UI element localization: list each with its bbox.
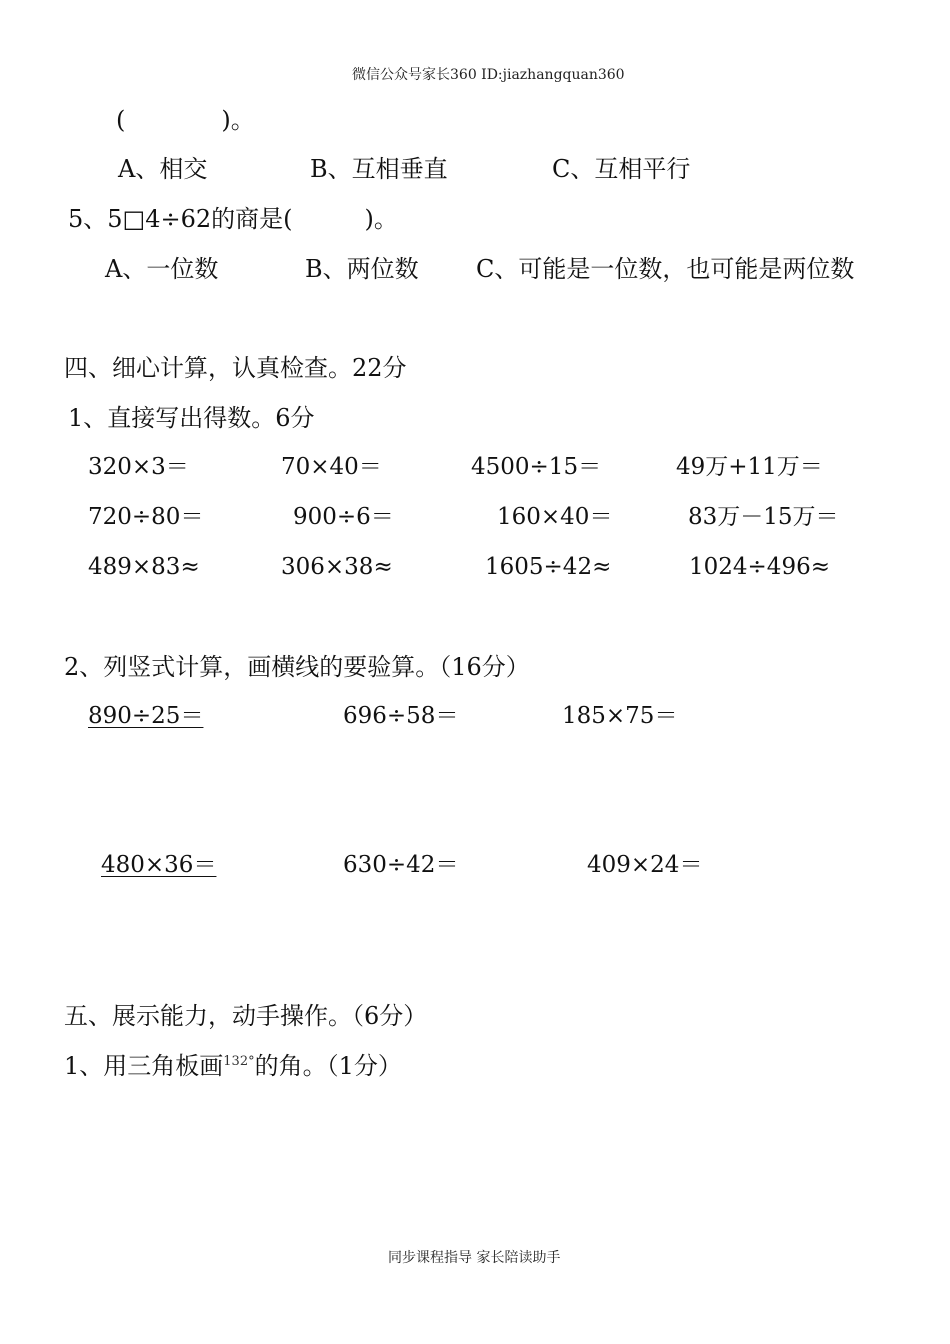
vertical-calc-item: 630÷42＝ (343, 852, 459, 878)
section4-part1-title: 1、直接写出得数。6分 (68, 404, 315, 432)
section5-q1-before: 1、用三角板画 (64, 1052, 224, 1080)
q5-option-c: C、可能是一位数，也可能是两位数 (476, 255, 855, 283)
vertical-calc-item: 185×75＝ (562, 703, 678, 729)
q5-stem: 5、5□4÷62的商是( )。 (68, 205, 398, 233)
mental-math-item: 49万+11万＝ (676, 454, 823, 480)
mental-math-item: 306×38≈ (281, 554, 393, 580)
vertical-calc-item-underlined: 480×36＝ (101, 852, 217, 878)
mental-math-item: 1024÷496≈ (689, 554, 830, 580)
vertical-calc-item: 696÷58＝ (343, 703, 459, 729)
q4-option-a: A、相交 (118, 155, 208, 183)
section5-q1-after: 的角。（1分） (254, 1052, 402, 1080)
section5-q1 (64, 1054, 402, 1078)
mental-math-item: 70×40＝ (281, 454, 382, 480)
mental-math-item: 160×40＝ (497, 504, 613, 530)
q4-option-b: B、互相垂直 (310, 155, 448, 183)
page-footer: 同步课程指导 家长陪读助手 (388, 1250, 561, 1266)
mental-math-item: 900÷6＝ (293, 504, 394, 530)
mental-math-item: 489×83≈ (88, 554, 200, 580)
page-header: 微信公众号家长360 ID:jiazhangquan360 (352, 67, 625, 83)
mental-math-item: 4500÷15＝ (471, 454, 602, 480)
q5-option-a: A、一位数 (105, 255, 219, 283)
mental-math-item: 83万－15万＝ (688, 504, 839, 530)
mental-math-item: 1605÷42≈ (485, 554, 612, 580)
angle-value: 132° (223, 1054, 255, 1069)
mental-math-item: 720÷80＝ (88, 504, 204, 530)
q5-option-b: B、两位数 (305, 255, 419, 283)
q4-option-c: C、互相平行 (552, 155, 691, 183)
section4-part2-title: 2、列竖式计算，画横线的要验算。（16分） (64, 653, 530, 681)
q4-answer-paren: ( )。 (116, 106, 255, 134)
mental-math-item: 320×3＝ (88, 454, 189, 480)
section4-title: 四、细心计算，认真检查。22分 (64, 354, 407, 382)
section5-title: 五、展示能力，动手操作。（6分） (64, 1002, 428, 1030)
vertical-calc-item: 409×24＝ (587, 852, 703, 878)
vertical-calc-item-underlined: 890÷25＝ (88, 703, 204, 729)
